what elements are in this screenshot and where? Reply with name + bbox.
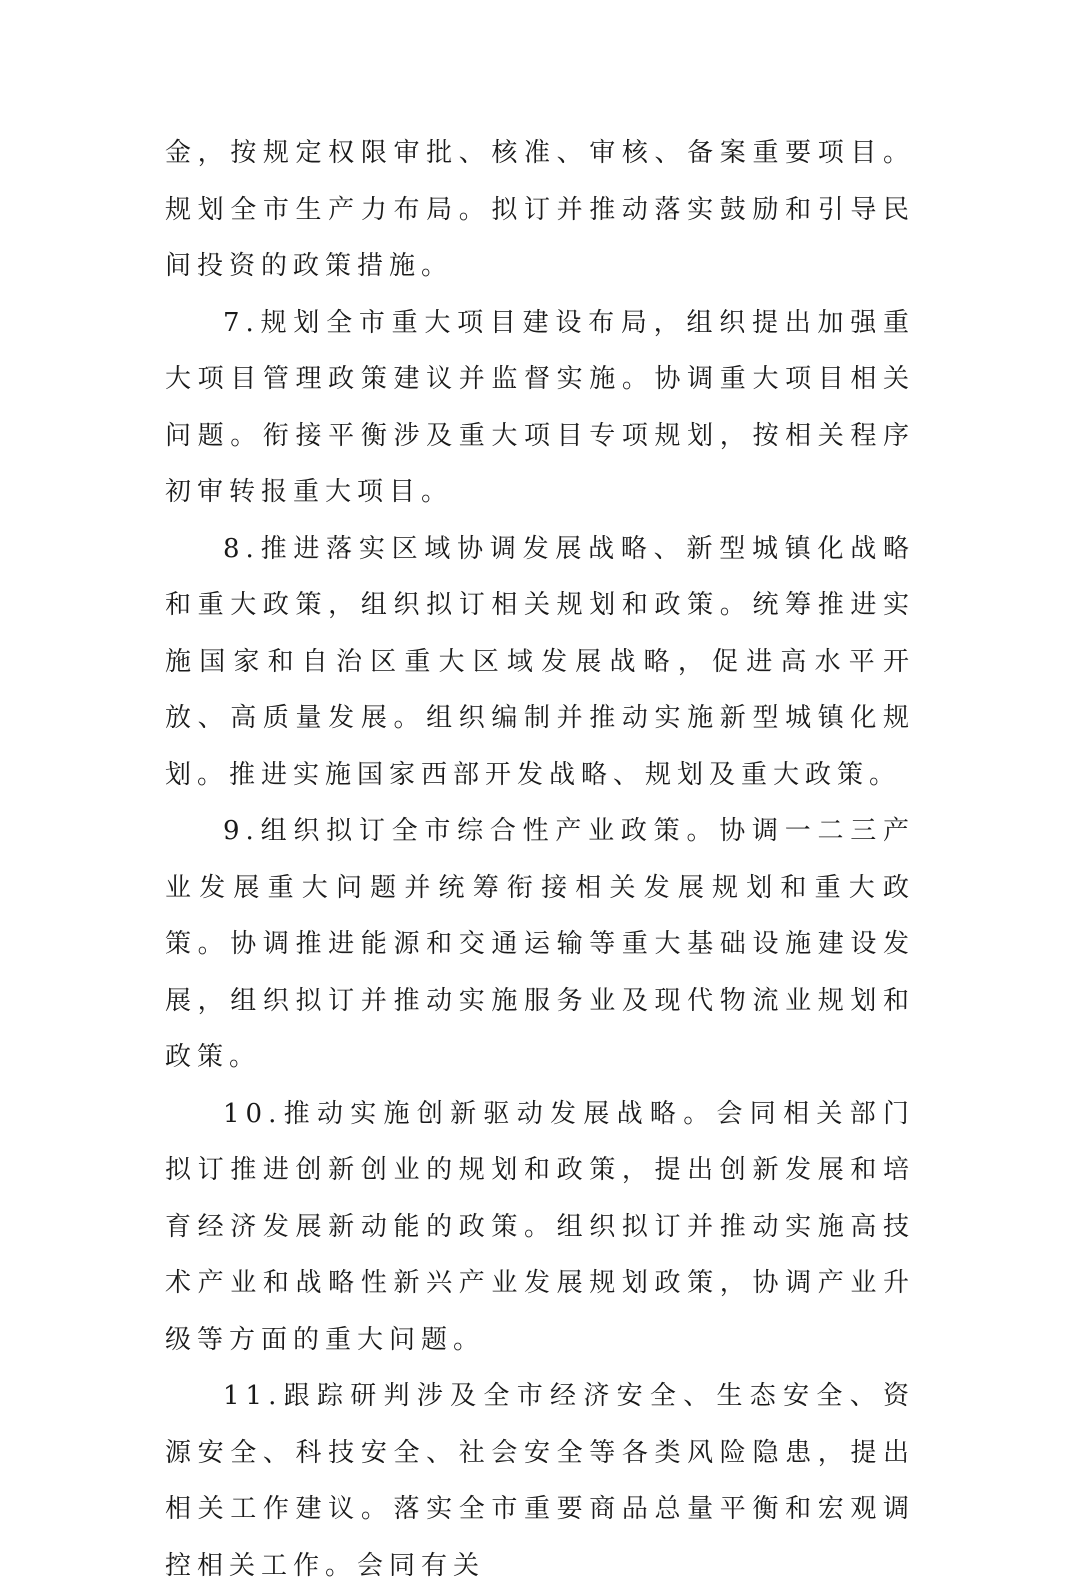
paragraph-continuation: 金，按规定权限审批、核准、审核、备案重要项目。规划全市生产力布局。拟订并推动落实鼓励和引导民间投资的政策措施。 — [165, 138, 915, 281]
paragraph-item-8: 8.推进落实区域协调发展战略、新型城镇化战略和重大政策，组织拟订相关规划和政策。统筹推进实施国家和自治区重大区域发展战略，促进高水平开放、高质量发展。组织编制并推动实施新型城镇化规划。推进实施国家西部开发战略、规划及重大政策。 — [165, 533, 915, 790]
body-text — [165, 125, 915, 1594]
paragraph-item-9: 9.组织拟订全市综合性产业政策。协调一二三产业发展重大问题并统筹衔接相关发展规划和重大政策。协调推进能源和交通运输等重大基础设施建设发展，组织拟订并推动实施服务业及现代物流业规划和政策。 — [165, 816, 915, 1072]
paragraph-item-7: 7.规划全市重大项目建设布局，组织提出加强重大项目管理政策建议并监督实施。协调重大项目相关问题。衔接平衡涉及重大项目专项规划，按相关程序初审转报重大项目。 — [165, 307, 915, 507]
paragraph-item-10: 10.推动实施创新驱动发展战略。会同相关部门拟订推进创新创业的规划和政策，提出创新发展和培育经济发展新动能的政策。组织拟订并推动实施高技术产业和战略性新兴产业发展规划政策，协调产业升级等方面的重大问题。 — [165, 1098, 915, 1355]
paragraph-item-11: 11.跟踪研判涉及全市经济安全、生态安全、资源安全、科技安全、社会安全等各类风险隐患，提出相关工作建议。落实全市重要商品总量平衡和宏观调控相关工作。会同有关 — [165, 1381, 915, 1581]
